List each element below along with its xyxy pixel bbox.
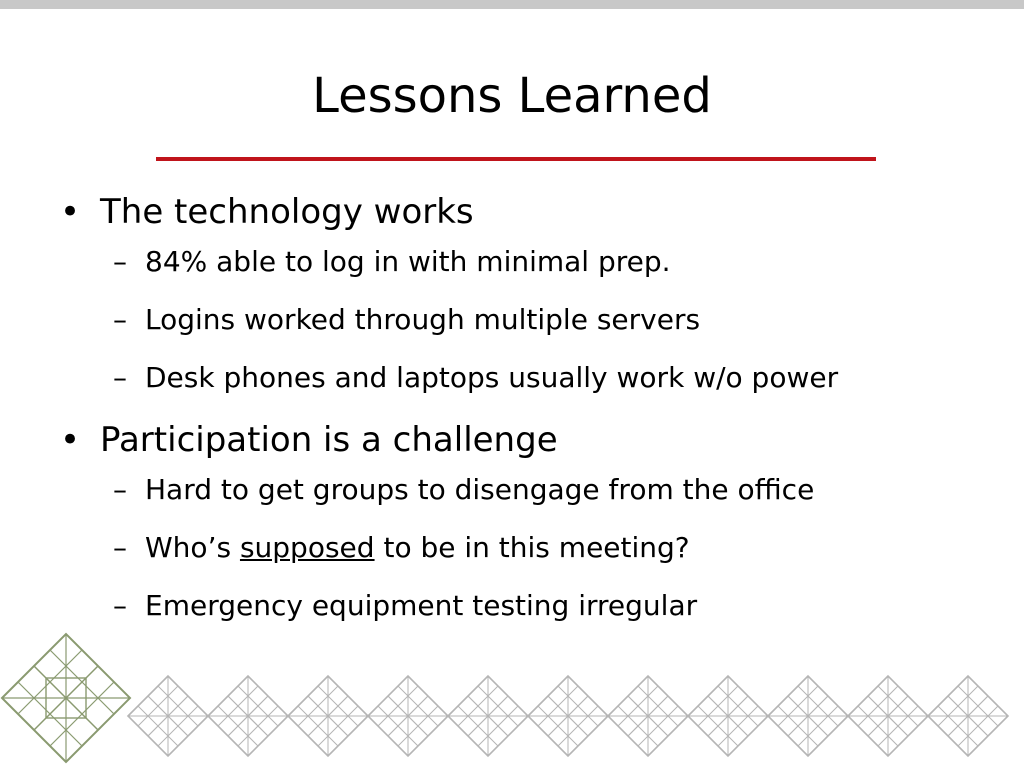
- bullet-item: [56, 418, 976, 624]
- sub-bullet-text: Desk phones and laptops usually work w/o power: [145, 361, 839, 394]
- sub-bullet-item: [100, 244, 976, 280]
- sub-bullet-item: [100, 530, 976, 566]
- sub-bullet-item: [100, 360, 976, 396]
- bullet-list: [56, 190, 976, 646]
- sub-bullet-item: [100, 588, 976, 624]
- lattice-pattern-icon: [0, 628, 1024, 768]
- sub-bullet-text: Logins worked through multiple servers: [145, 303, 701, 336]
- bullet-text: Participation is a challenge: [100, 420, 558, 460]
- dash-glyph: –: [113, 245, 127, 278]
- sub-bullet-text: Emergency equipment testing irregular: [145, 589, 698, 622]
- dash-glyph: –: [113, 361, 127, 394]
- top-bar: [0, 0, 1024, 9]
- dash-glyph: –: [113, 303, 127, 336]
- sub-bullet-text-pre: Who’s: [145, 531, 240, 564]
- sub-bullet-item: [100, 302, 976, 338]
- sub-bullet-text-post: to be in this meeting?: [374, 531, 690, 564]
- dash-glyph: –: [113, 589, 127, 622]
- title-underline-rule: [156, 157, 876, 161]
- sub-bullet-text: 84% able to log in with minimal prep.: [145, 245, 671, 278]
- bullet-glyph: •: [60, 420, 81, 460]
- bullet-glyph: •: [60, 192, 81, 232]
- sub-bullet-emphasis: supposed: [239, 531, 375, 564]
- dash-glyph: –: [113, 473, 127, 506]
- sub-bullet-text: Hard to get groups to disengage from the office: [145, 473, 815, 506]
- sub-bullet-item: [100, 472, 976, 508]
- sub-bullet-list: [100, 244, 976, 396]
- slide-title: Lessons Learned: [312, 68, 712, 124]
- bullet-item: [56, 190, 976, 396]
- sub-bullet-list: [100, 472, 976, 624]
- bullet-text: The technology works: [100, 192, 474, 232]
- dash-glyph: –: [113, 531, 127, 564]
